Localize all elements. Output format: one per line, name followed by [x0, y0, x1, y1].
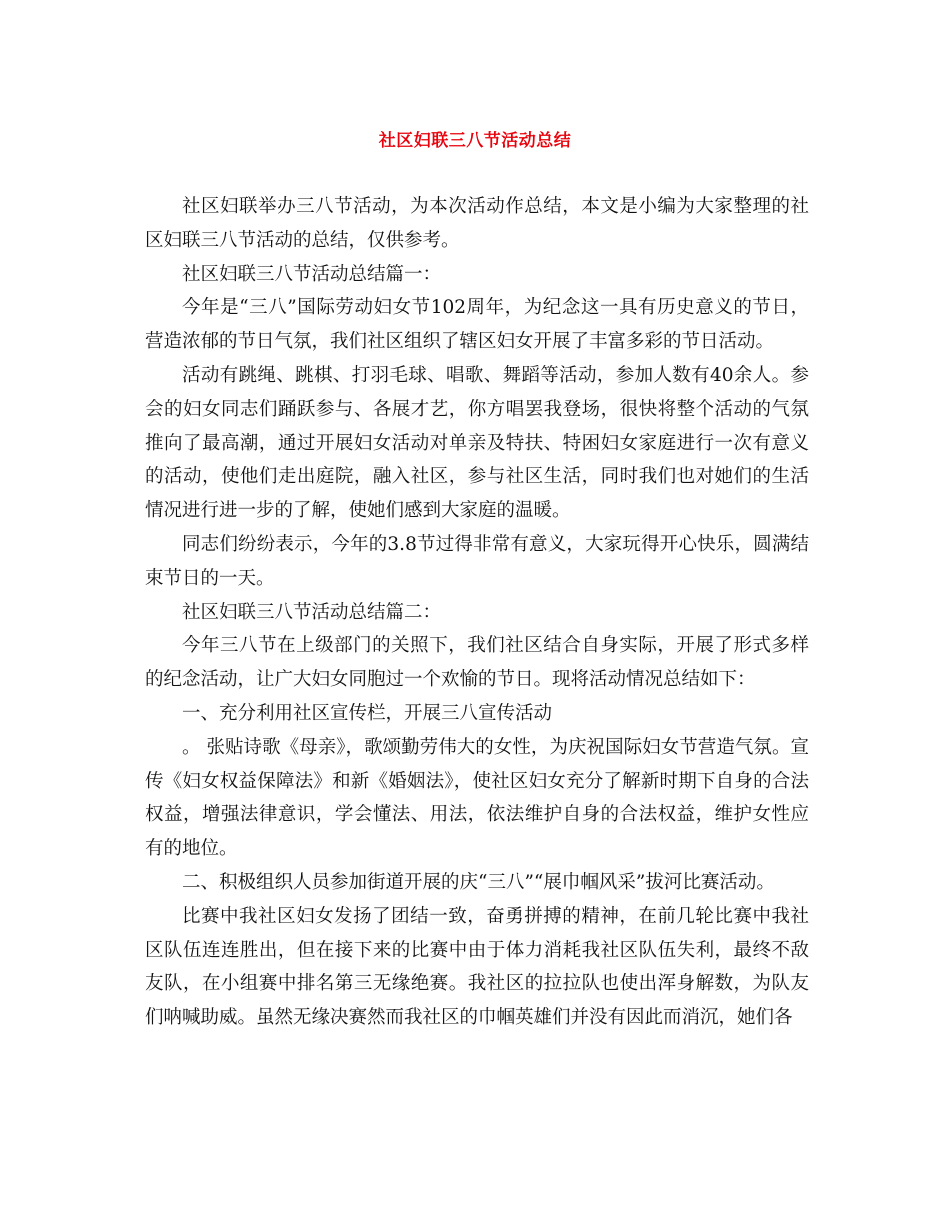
list-heading-two: 二、积极组织人员参加街道开展的庆“三八”“展巾帼风采”拔河比赛活动。 [182, 871, 775, 893]
document-body [145, 190, 809, 1035]
section-heading-part-two: 社区妇联三八节活动总结篇二： [182, 601, 442, 623]
paragraph: 活动有跳绳、跳棋、打羽毛球、唱歌、舞蹈等活动，参加人数有40余人。参会的妇女同志们踊跃参与、各展才艺，你方唱罢我登场，很快将整个活动的气氛推向了最高潮，通过开展妇女活动对单亲及特扶、特困妇女家庭进行一次有意义的活动，使他们走出庭院，融入社区，参与社区生活，同时我们也对她们的生活情况进行进一步的了解，使她们感到大家庭的温暖。 [145, 364, 809, 522]
paragraph: 比赛中我社区妇女发扬了团结一致，奋勇拼搏的精神，在前几轮比赛中我社区队伍连连胜出，但在接下来的比赛中由于体力消耗我社区队伍失利，最终不敌友队，在小组赛中排名第三无缘绝赛。我社区的拉拉队也使出浑身解数，为队友们呐喊助威。虽然无缘决赛然而我社区的巾帼英雄们并没有因此而消沉，她们各 [145, 905, 809, 1029]
document-title: 社区妇联三八节活动总结 [378, 131, 572, 151]
paragraph: 同志们纷纷表示，今年的3.8节过得非常有意义，大家玩得开心快乐，圆满结束节日的一天。 [145, 533, 809, 589]
list-heading-one: 一、充分利用社区宣传栏，开展三八宣传活动 [182, 702, 553, 724]
paragraph: 。 张贴诗歌《母亲》，歌颂勤劳伟大的女性，为庆祝国际妇女节营造气氛。宣传《妇女权益保障法》和新《婚姻法》，使社区妇女充分了解新时期下自身的合法权益，增强法律意识，学会懂法、用法，依法维护自身的合法权益，维护女性应有的地位。 [145, 736, 809, 860]
paragraph-intro: 社区妇联举办三八节活动，为本次活动作总结，本文是小编为大家整理的社区妇联三八节活动的总结，仅供参考。 [145, 196, 809, 251]
section-heading-part-one: 社区妇联三八节活动总结篇一： [182, 263, 442, 285]
paragraph: 今年三八节在上级部门的关照下，我们社区结合自身实际，开展了形式多样的纪念活动，让广大妇女同胞过一个欢愉的节日。现将活动情况总结如下： [145, 635, 809, 691]
paragraph: 今年是“三八”国际劳动妇女节102周年，为纪念这一具有历史意义的节日，营造浓郁的节日气氛，我们社区组织了辖区妇女开展了丰富多彩的节日活动。 [145, 297, 809, 353]
